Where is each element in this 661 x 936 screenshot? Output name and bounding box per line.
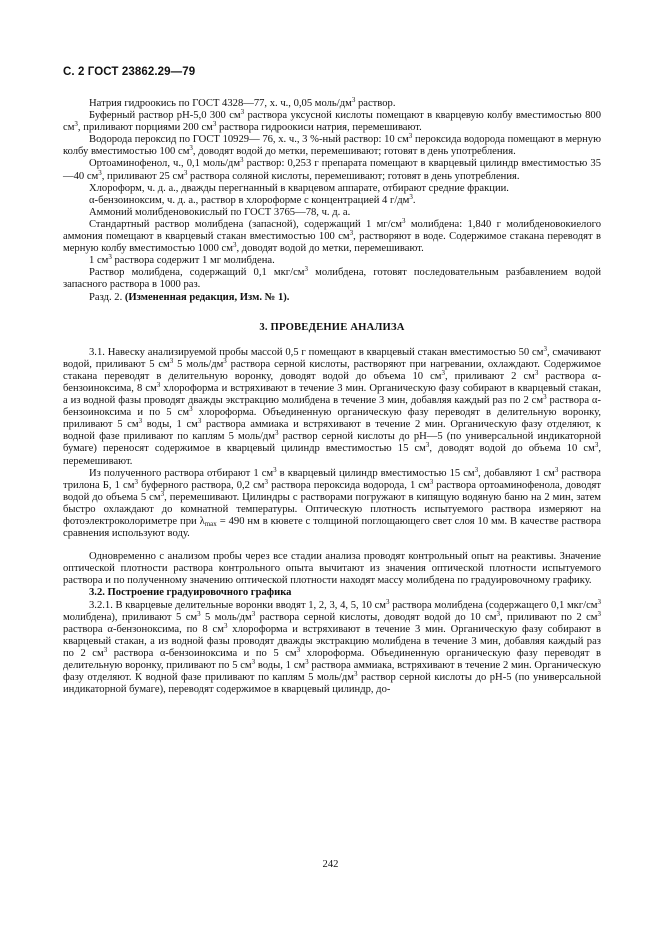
paragraph-reagent-ammonium-molybdate: Аммоний молибденовокислый по ГОСТ 3765—78, ч. д. а. [89,206,351,218]
paragraph-reagent-naoh: Натрия гидроокись по ГОСТ 4328—77, х. ч., 0,05 моль/$дм^3$ раствор. [89,96,396,109]
paragraph-reagent-buffer: Буферный раствор pH-5,0 300 $см^3$ раствора уксусной кислоты помещают в кварцевую колбу вместимостью 800 $см^3$, приливают порциями 200 $см^3$ раствора гидроокиси натрия, перемешивают. [63,108,601,134]
paragraph-gap [63,540,601,551]
paragraph-reagent-benzoinoxime: α-бензоиноксим, ч. д. а., раствор в хлороформе с концентрацией 4 $г/дм^3$. [89,192,416,206]
page-header: С. 2 ГОСТ 23862.29—79 [63,66,196,78]
note-prefix: Разд. 2. [89,291,125,303]
paragraph-dilution: Раствор молибдена, содержащий 0,1 мкг/$см^3$ молибдена, готовят последовательным разбавлением водой запасного раствора в 1000 раз. [63,265,601,291]
document-body [63,98,601,696]
paragraph-analysis-measurement: Из полученного раствора отбирают 1 $см^3$ в кварцевый цилиндр вместимостью 15 $см^3$, добавляют 1 $см^3$ раствора трилона Б, 1 $см^3$ буферного раствора, 0,2 $см^3$ раствора пероксида водорода, 1 $см^3$ раствора ортоаминофенола, доводят водой до объема 5 $см^3$, перемешивают. Цилиндры с растворами погружают в кипящую водяную баню на 2 мин, затем быстро охлаждают до комнатной температуры. Оптическую плотность испытуемого раствора измеряют на фотоэлектроколориметре при $\lambda_{max} = 490$ нм в кювете с толщиной поглощающего свет слоя 10 мм. В качестве раствора сравнения используют воду. [63,465,601,540]
paragraph-control-experiment: Одновременно с анализом пробы через все стадии анализа проводят контрольный опыт на реактивы. Значение оптической плотности раствора контрольного опыта вычитают из значения оптической плотности испытуемого раствора и по полученному значению оптической плотности находят массу молибдена по градуировочному графику. [63,551,601,587]
page-number: 242 [322,859,339,870]
paragraph-analysis-3-1: 3.1. Навеску анализируемой пробы массой 0,5 г помещают в кварцевый стакан вместимостью 50 $см^3$, смачивают водой, приливают 5 $см^3$ 5 моль/$дм^3$ раствора серной кислоты, растворяют при нагревании, охлаждают. Содержимое стакана переводят в делительную воронку, доводят водой до объема 10 $см^3$, приливают 2 $см^3$ раствора α-бензоиноксима, 8 $см^3$ хлороформа и встряхивают в течение 3 мин. Органическую фазу собирают в кварцевый стакан, а из водной фазы проводят дважды экстракцию молибдена в течение 3 мин, добавляя каждый раз по 2 $см^3$ раствора α-бензоиноксима и по 5 $см^3$ хлороформа. Объединенную органическую фазу переводят в делительную воронку, приливают 5 $см^3$ воды, 1 $см^3$ раствора аммиака и встряхивают в течение 2 мин. Органическую фазу отделяют, к водной фазе приливают по каплям 5 моль/$дм^3$ раствор серной кислоты до pH—5 (по универсальной индикаторной бумаге) переносят содержимое в кварцевый цилиндр вместимостью 15 $см^3$, доводят водой до объема 10 $см^3$, перемешивают. [63,344,601,467]
paragraph-standard-concentration: 1 $см^3$ раствора содержит 1 мг молибдена. [89,253,275,267]
subsection-title: 3.2. Построение градуировочного графика [89,587,292,599]
paragraph-standard-solution: Стандартный раствор молибдена (запасной), содержащий 1 $мг/см^3$ молибдена: 1,840 г молибденовокиелого аммония помещают в кварцевый стакан вместимостью 100 $см^3$, растворяют в воде. Содержимое стакана переводят в мерную колбу вместимостью 1000 $см^3$, доводят водой до метки, перемешивают. [63,216,601,255]
section-title: 3. ПРОВЕДЕНИЕ АНАЛИЗА [259,321,405,333]
paragraph-reagent-aminophenol: Ортоаминофенол, ч., 0,1 моль/$дм^3$ раствор: 0,253 г препарата помещают в кварцевый цилиндр вместимостью 35—40 $см^3$, приливают 25 $см^3$ раствора соляной кислоты, перемешивают; готовят в день употребления. [63,156,601,182]
note-amendment: (Измененная редакция, Изм. № 1). [124,291,290,303]
paragraph-amendment-note [63,292,601,304]
paragraph-reagent-peroxide: Водорода пероксид по ГОСТ 10929— 76, х. ч., 3 %-ный раствор: 10 $см^3$ пероксида водорода помещают в мерную колбу вместимостью 100 $см^3$, доводят водой до метки, перемешивают; готовят в день употребления. [63,132,602,158]
paragraph-calibration-3-2-1: 3.2.1. В кварцевые делительные воронки вводят 1, 2, 3, 4, 5, 10 $см^3$ раствора молибдена (содержащего 0,1 мкг/$см^3$ молибдена), приливают 5 $см^3$ 5 моль/$дм^3$ раствора серной кислоты, доводят водой до 10 $см^3$, приливают по 2 $см^3$ раствора α-бензоноксима, по 8 $см^3$ хлороформа и встряхивают в течение 3 мин. Органическую фазу собирают в кварцевый стакан, а из водной фазы проводят дважды экстракцию молибдена в течение 3 мин, добавляя каждый раз по 2 $см^3$ раствора α-бензоиноксима и по 5 $см^3$ хлороформа. Объединенную органическую фазу переводят в делительную воронку, приливают по 5 $см^3$ воды, 1 $см^3$ раствора аммиака, встряхивают в течение 2 мин. Органическую фазу отделяют. К водной фазе приливают по каплям 5 моль/$дм^3$ раствор серной кислоты до pH-5 (по универсальной индикаторной бумаге), переводят содержимое в кварцевый цилиндр, до- [63,597,602,696]
paragraph-reagent-chloroform: Хлороформ, ч. д. а., дважды перегнанный в кварцевом аппарате, отбирают средние фракции. [89,182,509,194]
